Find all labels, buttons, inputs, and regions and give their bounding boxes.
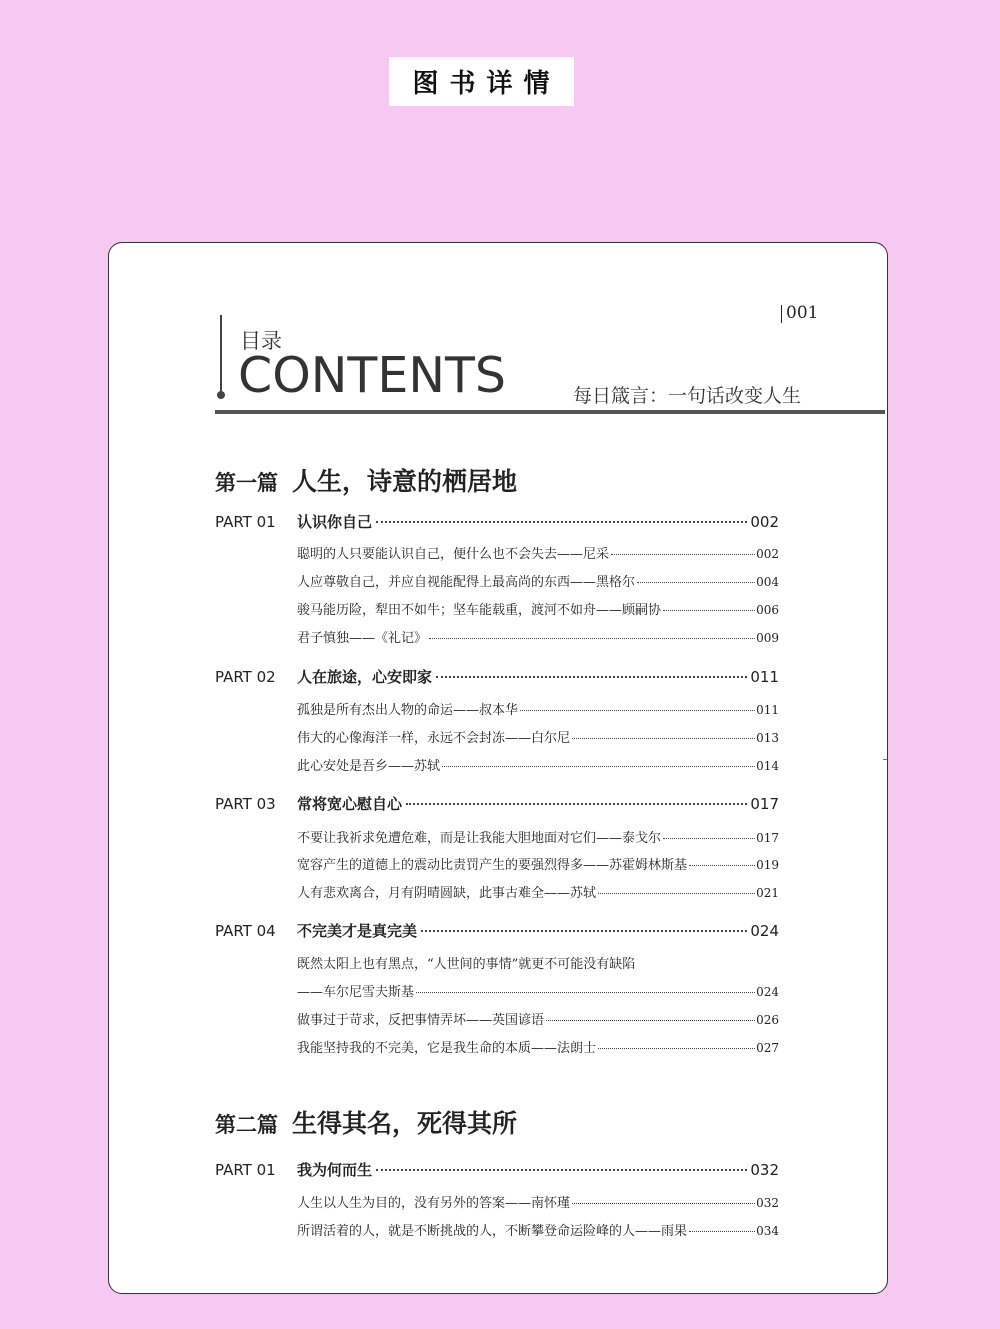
part-page: 032 (750, 1161, 779, 1179)
toc-entry-row[interactable] (297, 981, 779, 1001)
entry-text: 伟大的心像海洋一样，永远不会封冻——白尔尼 (297, 731, 571, 746)
toc-entry-row[interactable] (297, 599, 779, 619)
dot-leader (520, 710, 755, 711)
entry-page: 006 (756, 603, 779, 617)
part-number: PART 03 (215, 795, 276, 813)
toc-entry-row[interactable] (297, 727, 779, 747)
entry-text: 此心安处是吾乡——苏轼 (297, 759, 441, 774)
dot-leader (436, 676, 747, 678)
toc-entry-row[interactable] (297, 882, 779, 902)
entry-text: 骏马能历险，犁田不如牛；坚车能载重，渡河不如舟——顾嗣协 (297, 603, 662, 618)
dot-leader (598, 1048, 755, 1049)
part-page: 024 (750, 922, 779, 940)
toc-entry-row[interactable] (297, 1192, 779, 1212)
entry-text: 我能坚持我的不完美，它是我生命的本质——法朗士 (297, 1041, 597, 1056)
dot-leader (546, 1020, 755, 1021)
entry-text: 宽容产生的道德上的震动比责罚产生的要强烈得多——苏霍姆林斯基 (297, 858, 688, 873)
part-title: 常将宽心慰自心 (297, 795, 403, 813)
dot-leader (442, 766, 755, 767)
toc-entry-row[interactable] (297, 543, 779, 563)
part-title: 认识你自己 (297, 513, 373, 531)
section-lead: 第二篇 (215, 1112, 278, 1137)
dot-leader (406, 803, 747, 805)
entry-page: 027 (756, 1041, 779, 1055)
part-title: 不完美才是真完美 (297, 922, 418, 940)
entry-page: 009 (756, 631, 779, 645)
toc-chinese-title: 目录 (240, 329, 282, 353)
section-title (215, 462, 517, 498)
toc-page-card (108, 242, 888, 1294)
dot-leader (421, 930, 747, 932)
part-page: 002 (750, 513, 779, 531)
dot-leader (598, 893, 755, 894)
toc-entry-row[interactable] (297, 827, 779, 847)
header-dot-icon (217, 391, 225, 399)
entry-text: 人应尊敬自己，并应自视能配得上最高尚的东西——黑格尔 (297, 575, 636, 590)
entry-page: 004 (756, 575, 779, 589)
entry-page: 013 (756, 731, 779, 745)
entry-page: 021 (756, 886, 779, 900)
dot-leader (611, 554, 755, 555)
page-number: 001 (781, 305, 818, 323)
part-number: PART 02 (215, 668, 276, 686)
entry-page: 002 (756, 547, 779, 561)
toc-part-row[interactable] (215, 920, 779, 942)
entry-page: 024 (756, 985, 779, 999)
part-number: PART 04 (215, 922, 276, 940)
toc-entry-row[interactable] (297, 1220, 779, 1240)
section-title (215, 1104, 517, 1140)
header-vertical-line (220, 315, 222, 391)
dot-leader (429, 638, 755, 639)
section-name: 生得其名，死得其所 (292, 1109, 518, 1138)
dot-leader (572, 738, 755, 739)
dot-leader (663, 610, 755, 611)
margin-tick-mark (883, 759, 888, 760)
book-subtitle: 每日箴言：一句话改变人生 (573, 385, 802, 407)
dot-leader (689, 1231, 755, 1232)
entry-page: 026 (756, 1013, 779, 1027)
entry-text: ——车尔尼雪夫斯基 (297, 985, 415, 1000)
part-title: 我为何而生 (297, 1161, 373, 1179)
part-page: 011 (750, 668, 779, 686)
dot-leader (416, 992, 755, 993)
part-page: 017 (750, 795, 779, 813)
entry-text: 不要让我祈求免遭危难，而是让我能大胆地面对它们——泰戈尔 (297, 831, 662, 846)
section-lead: 第一篇 (215, 470, 278, 495)
toc-entry-row[interactable] (297, 1009, 779, 1029)
toc-english-title: CONTENTS (238, 347, 507, 404)
entry-text: 做事过于苛求，反把事情弄坏——英国谚语 (297, 1013, 545, 1028)
dot-leader (663, 838, 755, 839)
toc-part-row[interactable] (215, 1159, 779, 1181)
entry-page: 017 (756, 831, 779, 845)
toc-part-row[interactable] (215, 793, 779, 815)
part-title: 人在旅途，心安即家 (297, 668, 433, 686)
toc-entry-row[interactable] (297, 1037, 779, 1057)
dot-leader (637, 582, 755, 583)
toc-entry-text-line[interactable]: 既然太阳上也有黑点，“人世间的事情”就更不可能没有缺陷 (297, 957, 636, 972)
entry-text: 聪明的人只要能认识自己，便什么也不会失去——尼采 (297, 547, 610, 562)
entry-text: 人有悲欢离合，月有阴晴圆缺，此事古难全——苏轼 (297, 886, 597, 901)
entry-page: 034 (756, 1224, 779, 1238)
dot-leader (689, 865, 755, 866)
entry-text: 人生以人生为目的，没有另外的答案——南怀瑾 (297, 1196, 571, 1211)
toc-entry-row[interactable] (297, 699, 779, 719)
entry-page: 032 (756, 1196, 779, 1210)
toc-part-row[interactable] (215, 511, 779, 533)
section-name: 人生，诗意的栖居地 (292, 467, 518, 496)
dot-leader (376, 1169, 747, 1171)
book-details-banner: 图书详情 (389, 57, 574, 106)
header-divider (215, 410, 885, 414)
entry-page: 019 (756, 858, 779, 872)
dot-leader (572, 1203, 755, 1204)
entry-text: 孤独是所有杰出人物的命运——叔本华 (297, 703, 519, 718)
entry-text: 所谓活着的人，就是不断挑战的人，不断攀登命运险峰的人——雨果 (297, 1224, 688, 1239)
entry-page: 014 (756, 759, 779, 773)
toc-part-row[interactable] (215, 666, 779, 688)
part-number: PART 01 (215, 513, 276, 531)
toc-entry-row[interactable] (297, 571, 779, 591)
toc-entry-row[interactable] (297, 755, 779, 775)
toc-entry-row[interactable] (297, 627, 779, 647)
part-number: PART 01 (215, 1161, 276, 1179)
entry-page: 011 (756, 703, 779, 717)
dot-leader (376, 521, 747, 523)
toc-entry-row[interactable] (297, 854, 779, 874)
entry-text: 君子慎独——《礼记》 (297, 631, 428, 646)
